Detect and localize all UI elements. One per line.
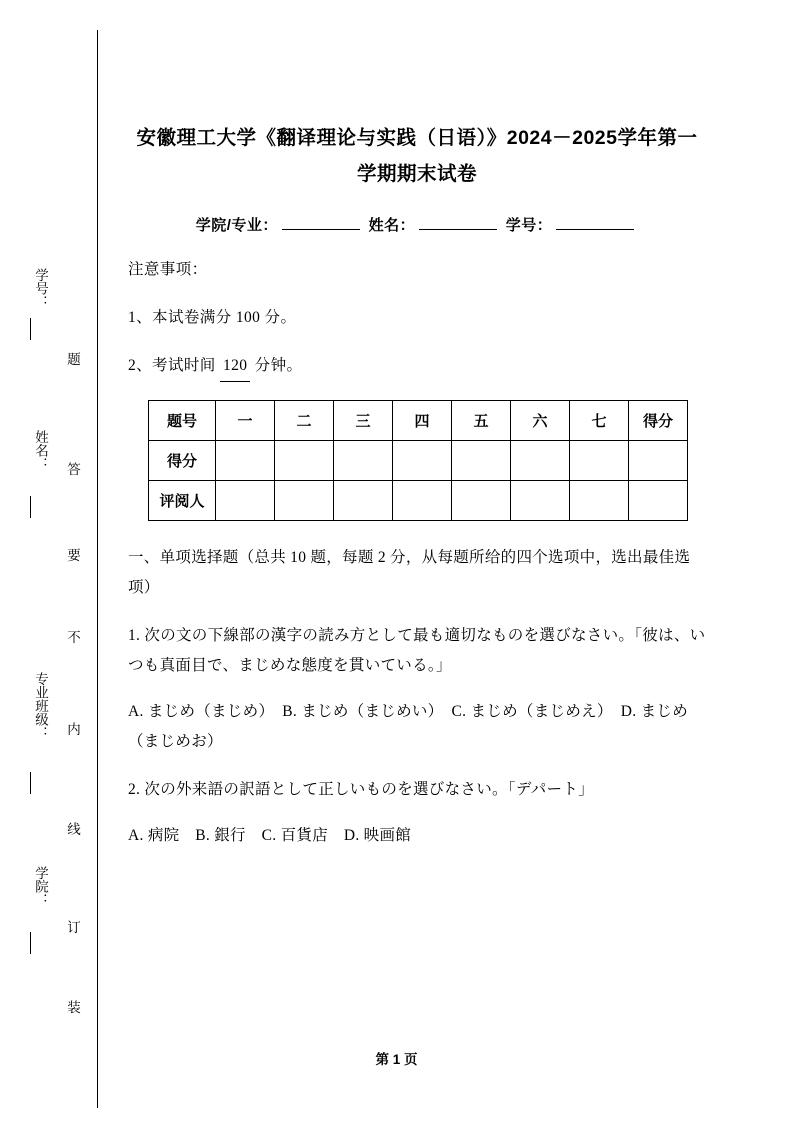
table-row bbox=[149, 481, 688, 521]
table-row-header bbox=[149, 401, 688, 441]
margin-char-ding: 订 bbox=[65, 920, 80, 936]
header-fields bbox=[128, 214, 706, 235]
page-title: 安徽理工大学《翻译理论与实践（日语）》2024－2025学年第一学期期末试卷 bbox=[136, 127, 698, 185]
question-1-options: A. まじめ（まじめ） B. まじめ（まじめい） C. まじめ（まじめえ） D. まじめ（まじめお） bbox=[128, 703, 689, 750]
reviewer-cell[interactable] bbox=[629, 481, 688, 521]
margin-char-zhuang: 装 bbox=[65, 1000, 80, 1016]
score-table-header-7: 七 bbox=[570, 401, 629, 441]
score-cell[interactable] bbox=[452, 441, 511, 481]
table-row bbox=[149, 441, 688, 481]
margin-rule-seg-3 bbox=[30, 772, 31, 794]
score-table-header-1: 一 bbox=[216, 401, 275, 441]
score-cell[interactable] bbox=[275, 441, 334, 481]
college-major-blank[interactable] bbox=[282, 229, 360, 230]
score-row-label-score: 得分 bbox=[149, 441, 216, 481]
reviewer-cell[interactable] bbox=[452, 481, 511, 521]
margin-char-ti: 题 bbox=[65, 352, 80, 368]
score-table-header-3: 三 bbox=[334, 401, 393, 441]
score-table-header-6: 六 bbox=[511, 401, 570, 441]
section-1-heading: 一、单项选择题（总共 10 题，每题 2 分，从每题所给的四个选项中，选出最佳选项） bbox=[128, 549, 691, 596]
score-table-header-8: 得分 bbox=[629, 401, 688, 441]
document-body bbox=[128, 120, 706, 851]
margin-char-bu: 不 bbox=[65, 630, 80, 646]
score-row-label-reviewer: 评阅人 bbox=[149, 481, 216, 521]
score-table-header-4: 四 bbox=[393, 401, 452, 441]
notes-item-1: 1、本试卷满分 100 分。 bbox=[128, 309, 297, 326]
reviewer-cell[interactable] bbox=[511, 481, 570, 521]
college-major-label: 学院/专业： bbox=[195, 217, 278, 234]
left-margin-rule bbox=[97, 30, 98, 1108]
question-1-stem: 1. 次の文の下線部の漢字の読み方として最も適切なものを選びなさい。「彼は、いつも真面目で、まじめな態度を貫いている。」 bbox=[128, 627, 706, 674]
notes-item-2 bbox=[128, 351, 706, 382]
score-table bbox=[148, 400, 688, 521]
score-cell[interactable] bbox=[629, 441, 688, 481]
score-table-header-0: 题号 bbox=[149, 401, 216, 441]
score-cell[interactable] bbox=[334, 441, 393, 481]
margin-label-student-id: 学号： bbox=[33, 268, 48, 309]
margin-label-college: 学院： bbox=[33, 866, 48, 907]
notes-item-2-pre: 2、考试时间 bbox=[128, 357, 216, 374]
student-id-label: 学号： bbox=[505, 217, 553, 234]
margin-char-xian: 线 bbox=[65, 822, 80, 838]
reviewer-cell[interactable] bbox=[275, 481, 334, 521]
student-id-blank[interactable] bbox=[556, 229, 634, 230]
reviewer-cell[interactable] bbox=[216, 481, 275, 521]
name-blank[interactable] bbox=[419, 229, 497, 230]
score-table-header-5: 五 bbox=[452, 401, 511, 441]
page-footer: 第 1 页 bbox=[375, 1052, 418, 1067]
exam-duration-value: 120 bbox=[220, 351, 250, 382]
question-2-options: A. 病院 B. 銀行 C. 百貨店 D. 映画館 bbox=[128, 827, 412, 844]
reviewer-cell[interactable] bbox=[393, 481, 452, 521]
margin-rule-seg-4 bbox=[30, 932, 31, 954]
reviewer-cell[interactable] bbox=[334, 481, 393, 521]
score-cell[interactable] bbox=[570, 441, 629, 481]
margin-rule-seg-2 bbox=[30, 496, 31, 518]
score-table-header-2: 二 bbox=[275, 401, 334, 441]
score-cell[interactable] bbox=[511, 441, 570, 481]
margin-label-class: 专业班级： bbox=[33, 672, 48, 740]
reviewer-cell[interactable] bbox=[570, 481, 629, 521]
question-2-stem: 2. 次の外来語の訳語として正しいものを選びなさい。「デパート」 bbox=[128, 781, 594, 798]
margin-label-name: 姓名： bbox=[33, 430, 48, 471]
margin-char-da: 答 bbox=[65, 462, 80, 478]
margin-rule-seg-1 bbox=[30, 318, 31, 340]
score-cell[interactable] bbox=[393, 441, 452, 481]
margin-char-nei: 内 bbox=[65, 722, 80, 738]
notes-heading: 注意事项： bbox=[128, 261, 208, 278]
margin-char-yao: 要 bbox=[65, 548, 80, 564]
name-label: 姓名： bbox=[368, 217, 416, 234]
score-cell[interactable] bbox=[216, 441, 275, 481]
notes-item-2-post: 分钟。 bbox=[254, 357, 303, 374]
